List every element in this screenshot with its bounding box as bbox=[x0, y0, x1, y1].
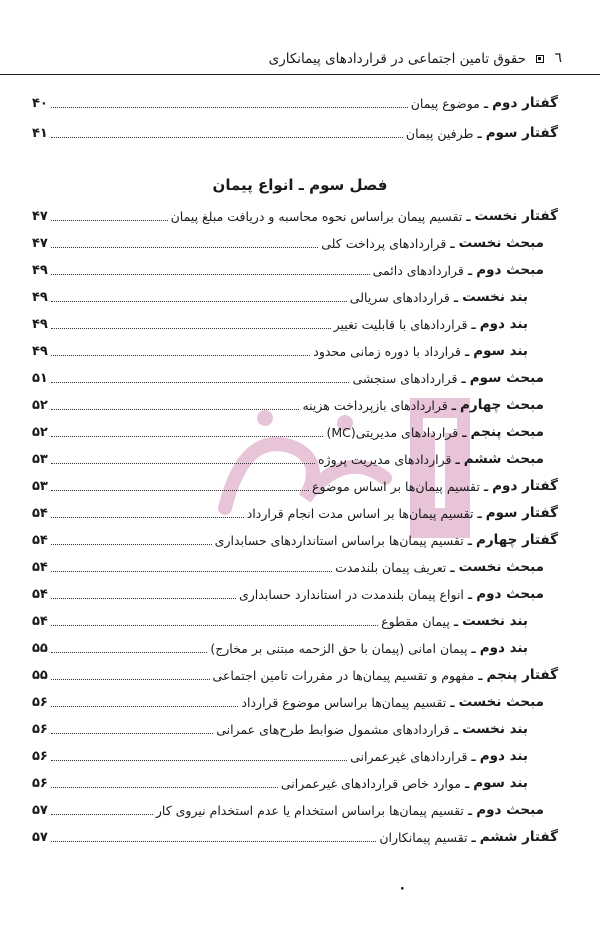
dash: ـ bbox=[450, 235, 455, 251]
book-title: حقوق تامین اجتماعی در قراردادهای پیمانکاری bbox=[268, 51, 526, 67]
dot-leader bbox=[51, 679, 210, 680]
toc-entry-title: تقسیم پیمان‌ها بر اساس موضوع bbox=[311, 478, 480, 494]
toc-entry[interactable] bbox=[32, 743, 558, 769]
toc-entry-label: بند سوم bbox=[473, 775, 528, 791]
toc-entry-page: ۴۹ bbox=[32, 289, 48, 305]
dash: ـ bbox=[450, 694, 455, 710]
toc-entry-title: انواع پیمان بلندمدت در استاندارد حسابداری bbox=[238, 586, 464, 602]
toc-entry-title: قراردادهای مدیریت پروژه bbox=[318, 451, 452, 467]
dash: ـ bbox=[450, 559, 455, 575]
toc-entry[interactable] bbox=[32, 90, 558, 116]
toc-entry[interactable] bbox=[32, 527, 558, 553]
toc-entry-title: تقسیم پیمان‌ها براساس استخدام یا عدم استخدام نیروی کار bbox=[155, 802, 464, 818]
toc-entry[interactable] bbox=[32, 716, 558, 742]
toc-entry-label: بند سوم bbox=[473, 343, 528, 359]
dash: ـ bbox=[471, 829, 476, 845]
toc-entry-page: ۵۶ bbox=[32, 721, 48, 737]
dash: ـ bbox=[465, 775, 470, 791]
dot-leader bbox=[51, 328, 331, 329]
dot-leader bbox=[51, 274, 370, 275]
toc-entry-title: تعریف پیمان بلندمدت bbox=[335, 559, 447, 575]
toc-entry-label: مبحث دوم bbox=[476, 802, 544, 818]
dash: ـ bbox=[467, 802, 473, 818]
running-header bbox=[0, 48, 600, 75]
toc-entry-label: مبحث نخست bbox=[458, 694, 544, 710]
dot-leader bbox=[51, 544, 212, 545]
toc-entry-page: ۴۱ bbox=[32, 125, 48, 141]
toc-entry-title: طرفین پیمان bbox=[405, 125, 474, 141]
toc-entry[interactable] bbox=[32, 662, 558, 688]
toc-entry-label: گفتار دوم bbox=[492, 95, 558, 111]
dot-leader bbox=[51, 733, 213, 734]
toc-entry-title: قراردادهای سریالی bbox=[349, 289, 450, 305]
toc-entry-page: ۵۵ bbox=[32, 667, 48, 683]
dash: ـ bbox=[477, 125, 482, 141]
dot-leader bbox=[51, 841, 376, 842]
toc-entry-label: گفتار پنجم bbox=[486, 667, 558, 683]
toc-entry-label: بند دوم bbox=[479, 640, 528, 656]
dash: ـ bbox=[483, 478, 489, 494]
toc-entry[interactable] bbox=[32, 338, 558, 364]
toc-entry-page: ۵۴ bbox=[32, 505, 48, 521]
toc-entry-label: بند نخست bbox=[462, 289, 528, 305]
toc-entry-title: تقسیم پیمانکاران bbox=[379, 829, 468, 845]
toc-entry-page: ۴۹ bbox=[32, 316, 48, 332]
toc-entry-label: گفتار ششم bbox=[479, 829, 558, 845]
toc-entry-page: ۵۱ bbox=[32, 370, 48, 386]
dot-leader bbox=[51, 760, 347, 761]
toc-entry-title: قراردادهای پرداخت کلی bbox=[321, 235, 447, 251]
toc-entry-title: پیمان امانی (پیمان با حق الزحمه مبتنی بر مخارج) bbox=[210, 640, 468, 656]
toc-entry-page: ۴۷ bbox=[32, 235, 48, 251]
dash: ـ bbox=[471, 748, 476, 764]
toc-entry-title: قراردادهای با قابلیت تغییر bbox=[333, 316, 468, 332]
dot-leader bbox=[51, 814, 153, 815]
toc-entry-page: ۵۴ bbox=[32, 613, 48, 629]
toc-entry[interactable] bbox=[32, 446, 558, 472]
dash: ـ bbox=[466, 208, 471, 224]
toc-entry-label: گفتار سوم bbox=[485, 125, 558, 141]
toc-entry-title: تقسیم پیمان‌ها براساس استانداردهای حسابداری bbox=[214, 532, 464, 548]
dot-leader bbox=[51, 409, 300, 410]
dot-leader bbox=[51, 301, 347, 302]
toc-entry-page: ۵۷ bbox=[32, 829, 48, 845]
toc-entry-page: ۴۹ bbox=[32, 343, 48, 359]
toc-entry-title: پیمان مقطوع bbox=[381, 613, 450, 629]
toc-entry-label: مبحث نخست bbox=[458, 559, 544, 575]
toc-entry[interactable] bbox=[32, 554, 558, 580]
dash: ـ bbox=[453, 289, 459, 305]
dash: ـ bbox=[451, 397, 457, 413]
dash: ـ bbox=[467, 532, 472, 548]
toc-entry-title: قرارداد با دوره زمانی محدود bbox=[313, 343, 461, 359]
toc-entry[interactable] bbox=[32, 203, 558, 229]
toc-entry[interactable] bbox=[32, 770, 558, 796]
toc-entry-page: ۴۹ bbox=[32, 262, 48, 278]
toc-entry-label: بند دوم bbox=[479, 316, 528, 332]
toc-entry-label: گفتار چهارم bbox=[476, 532, 558, 548]
dash: ـ bbox=[453, 721, 459, 737]
toc-entry-label: مبحث ششم bbox=[463, 451, 544, 467]
dash: ـ bbox=[467, 262, 473, 278]
toc-entry[interactable] bbox=[32, 257, 558, 283]
toc-entry[interactable] bbox=[32, 392, 558, 418]
toc-entry[interactable] bbox=[32, 230, 558, 256]
toc-entry-title: تقسیم پیمان‌ها بر اساس مدت انجام قرارداد bbox=[246, 505, 474, 521]
dot-leader bbox=[51, 355, 310, 356]
toc-entry-label: بند نخست bbox=[462, 721, 528, 737]
toc-entry[interactable] bbox=[32, 635, 558, 661]
toc-entry-page: ۵۶ bbox=[32, 748, 48, 764]
toc-entry-label: مبحث دوم bbox=[476, 586, 544, 602]
toc-entry-label: گفتار دوم bbox=[492, 478, 558, 494]
toc-entry[interactable] bbox=[32, 365, 558, 391]
dot-leader bbox=[51, 247, 318, 248]
toc-entry-page: ۵۴ bbox=[32, 586, 48, 602]
dash: ـ bbox=[477, 505, 482, 521]
dot-leader bbox=[51, 517, 244, 518]
page-number: ٦ bbox=[554, 50, 562, 66]
dot-leader bbox=[51, 652, 207, 653]
toc-entry-label: بند نخست bbox=[462, 613, 528, 629]
dot-leader bbox=[51, 625, 378, 626]
dot-leader bbox=[51, 220, 168, 221]
square-bullet-icon bbox=[536, 55, 544, 63]
toc-entry-title: تقسیم پیمان براساس نحوه محاسبه و دریافت مبلغ پیمان bbox=[170, 208, 463, 224]
toc-entry-title: مفهوم و تقسیم پیمان‌ها در مقررات تامین اجتماعی bbox=[212, 667, 475, 683]
dash: ـ bbox=[465, 343, 470, 359]
bottom-mark: ٠ bbox=[398, 880, 407, 896]
dot-leader bbox=[51, 598, 236, 599]
toc-entry-label: مبحث دوم bbox=[476, 262, 544, 278]
toc-entry[interactable] bbox=[32, 797, 558, 823]
dot-leader bbox=[51, 706, 239, 707]
toc-entry[interactable] bbox=[32, 419, 558, 445]
dash: ـ bbox=[453, 613, 459, 629]
toc-entry-page: ۵۳ bbox=[32, 451, 48, 467]
toc-entry-page: ۴۰ bbox=[32, 95, 48, 111]
toc-entry-label: مبحث چهارم bbox=[460, 397, 544, 413]
dot-leader bbox=[51, 463, 315, 464]
toc-entry-page: ۵۵ bbox=[32, 640, 48, 656]
toc-entry[interactable] bbox=[32, 608, 558, 634]
toc-entry[interactable] bbox=[32, 473, 558, 499]
toc-entry[interactable] bbox=[32, 500, 558, 526]
toc-entry-label: گفتار سوم bbox=[485, 505, 558, 521]
toc-entry-title: قراردادهای مشمول ضوابط طرح‌های عمرانی bbox=[216, 721, 450, 737]
toc-entry-title: قراردادهای بازپرداخت هزینه bbox=[302, 397, 448, 413]
toc-entry-label: مبحث نخست bbox=[458, 235, 544, 251]
toc-entry-title: قراردادهای سنجشی bbox=[352, 370, 458, 386]
dot-leader bbox=[51, 107, 408, 108]
dot-leader bbox=[51, 436, 324, 437]
dot-leader bbox=[51, 490, 309, 491]
toc-entry-page: ۵۶ bbox=[32, 775, 48, 791]
dash: ـ bbox=[467, 586, 473, 602]
toc-entry[interactable] bbox=[32, 284, 558, 310]
toc-entry[interactable] bbox=[32, 689, 558, 715]
dot-leader bbox=[51, 137, 403, 138]
toc-entry[interactable] bbox=[32, 311, 558, 337]
toc-entry-page: ۵۴ bbox=[32, 559, 48, 575]
toc-entry-title: تقسیم پیمان‌ها براساس موضوع قرارداد bbox=[241, 694, 447, 710]
dash: ـ bbox=[478, 667, 483, 683]
dash: ـ bbox=[483, 95, 489, 111]
toc-entry-page: ۵۲ bbox=[32, 397, 48, 413]
dot-leader bbox=[51, 382, 350, 383]
dot-leader bbox=[51, 787, 278, 788]
dash: ـ bbox=[461, 370, 466, 386]
dash: ـ bbox=[462, 424, 467, 440]
chapter-title: فصل سوم ـ انواع پیمان bbox=[212, 176, 388, 194]
toc-entry-page: ۵۷ bbox=[32, 802, 48, 818]
toc-entry-label: مبحث سوم bbox=[469, 370, 544, 386]
dash: ـ bbox=[471, 640, 476, 656]
toc-entry-page: ۵۶ bbox=[32, 694, 48, 710]
toc-entry-title: قراردادهای مدیریتی(MC) bbox=[326, 424, 459, 440]
toc-entry[interactable] bbox=[32, 120, 558, 146]
toc-entry[interactable] bbox=[32, 824, 558, 850]
toc-entry-title: موارد خاص قراردادهای غیرعمرانی bbox=[280, 775, 461, 791]
toc-entry-label: گفتار نخست bbox=[474, 208, 558, 224]
toc-entry-title: موضوع پیمان bbox=[410, 95, 480, 111]
dot-leader bbox=[51, 571, 332, 572]
dash: ـ bbox=[471, 316, 476, 332]
toc-entry-page: ۵۳ bbox=[32, 478, 48, 494]
toc-entry-page: ۵۴ bbox=[32, 532, 48, 548]
toc-entry-page: ۵۲ bbox=[32, 424, 48, 440]
toc-entry-label: مبحث پنجم bbox=[470, 424, 544, 440]
toc-entry[interactable] bbox=[32, 581, 558, 607]
dash: ـ bbox=[455, 451, 460, 467]
toc-entry-title: قراردادهای غیرعمرانی bbox=[350, 748, 468, 764]
toc-entry-page: ۴۷ bbox=[32, 208, 48, 224]
toc-entry-label: بند دوم bbox=[479, 748, 528, 764]
toc-entry-title: قراردادهای دائمی bbox=[372, 262, 464, 278]
